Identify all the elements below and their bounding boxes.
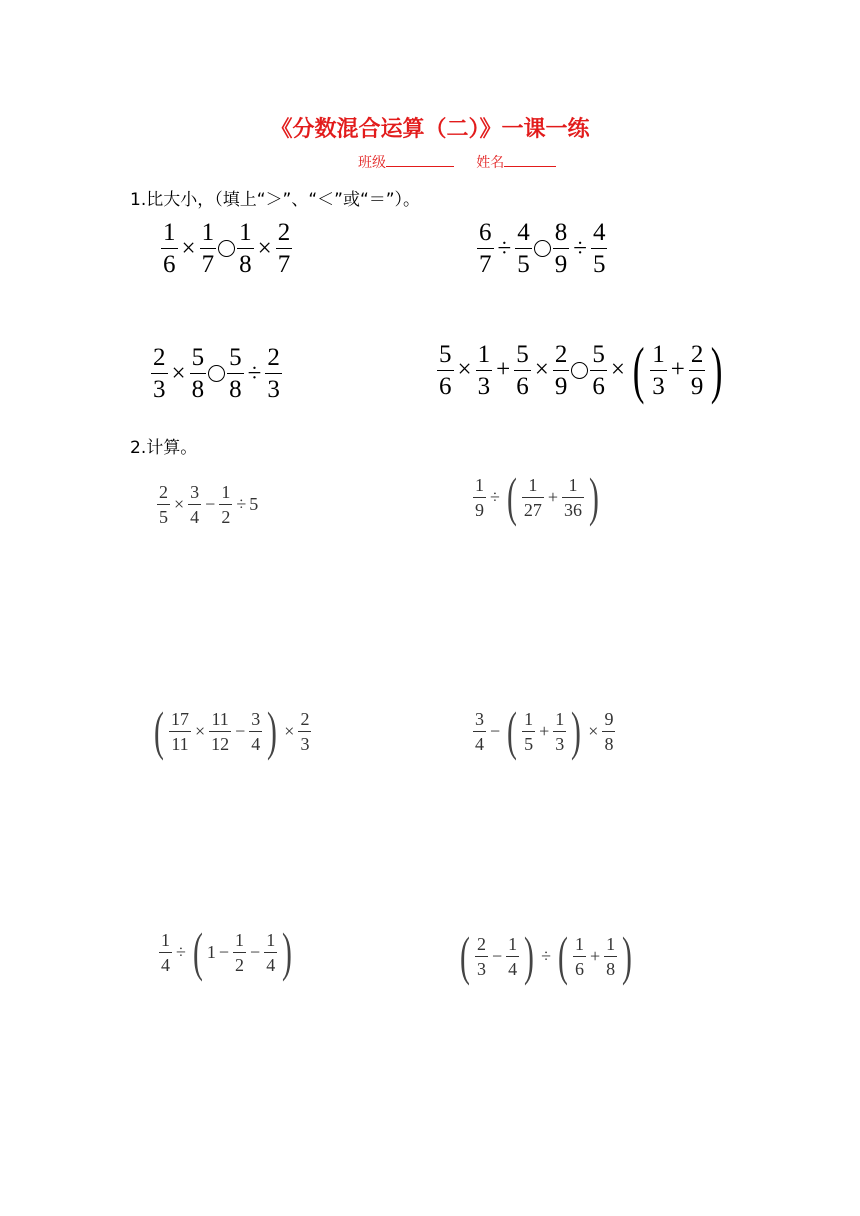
numerator: 1	[477, 340, 491, 368]
fraction	[219, 483, 232, 526]
numerator: 6	[479, 219, 492, 246]
parenthesis-group	[503, 467, 603, 527]
numerator: 5	[191, 344, 205, 371]
denominator: 9	[689, 370, 706, 399]
numerator: 8	[554, 219, 568, 246]
denominator: 8	[237, 248, 254, 277]
right-paren: )	[711, 334, 723, 405]
denominator: 4	[159, 952, 172, 974]
fraction	[151, 345, 168, 402]
fraction	[553, 342, 570, 399]
numerator: 1	[652, 340, 665, 368]
numerator: 5	[229, 344, 242, 371]
fraction	[591, 220, 608, 277]
operator: +	[539, 720, 550, 741]
denominator: 3	[553, 731, 566, 753]
compare-expression-2	[476, 220, 608, 277]
fraction	[514, 342, 531, 399]
denominator: 8	[602, 731, 615, 753]
left-paren: (	[192, 922, 203, 982]
numerator: 1	[555, 708, 565, 729]
fraction	[604, 935, 617, 978]
denominator: 8	[190, 373, 207, 402]
numerator: 2	[153, 344, 166, 371]
fraction	[573, 935, 586, 978]
fraction	[602, 710, 615, 753]
compare-expression-4	[436, 334, 728, 405]
denominator: 6	[514, 370, 531, 399]
fraction	[473, 476, 486, 519]
denominator: 3	[151, 373, 168, 402]
operator: ÷	[236, 494, 247, 514]
operator: ÷	[490, 486, 500, 507]
fraction	[522, 710, 535, 753]
compare-circle[interactable]	[534, 240, 551, 257]
numerator: 2	[476, 933, 486, 954]
denominator: 27	[522, 497, 544, 519]
right-paren: )	[524, 926, 535, 986]
numerator: 11	[211, 708, 229, 729]
fraction	[437, 342, 454, 399]
operator: ÷	[247, 359, 262, 387]
numerator: 1	[239, 219, 252, 246]
fraction	[159, 931, 172, 974]
right-paren: )	[589, 467, 599, 527]
operator: ÷	[176, 941, 186, 962]
parenthesis-group	[189, 922, 296, 982]
operator: −	[218, 941, 230, 962]
numerator: 2	[300, 708, 310, 729]
calc-expression-4	[472, 701, 616, 761]
fraction	[476, 342, 493, 399]
denominator: 3	[265, 373, 282, 402]
numerator: 1	[606, 933, 616, 954]
numerator: 5	[516, 340, 529, 368]
denominator: 3	[298, 731, 311, 753]
right-paren: )	[622, 926, 633, 986]
fraction	[276, 220, 293, 277]
operator: −	[205, 494, 216, 514]
numerator: 1	[508, 933, 518, 954]
fraction	[477, 220, 494, 277]
fraction	[522, 476, 544, 519]
student-info-line	[358, 152, 556, 172]
operator: ×	[181, 234, 196, 262]
operator: ×	[284, 720, 295, 741]
fraction	[515, 220, 532, 277]
left-paren: (	[507, 701, 518, 761]
numerator: 1	[221, 482, 231, 502]
fraction	[553, 710, 566, 753]
numerator: 1	[161, 929, 170, 950]
calc-expression-3	[150, 701, 312, 761]
denominator: 7	[477, 248, 494, 277]
numerator: 1	[163, 219, 176, 246]
denominator: 4	[188, 504, 201, 526]
operator: ×	[457, 356, 472, 383]
numerator: 2	[159, 482, 168, 502]
left-paren: (	[506, 467, 517, 527]
numerator: 3	[190, 482, 200, 502]
numerator: 1	[524, 708, 534, 729]
calc-expression-6	[456, 926, 636, 986]
numerator: 1	[235, 929, 245, 950]
denominator: 8	[604, 956, 617, 978]
right-paren: )	[571, 701, 582, 761]
fraction	[265, 345, 282, 402]
fraction	[249, 710, 262, 753]
denominator: 4	[473, 731, 486, 753]
denominator: 5	[515, 248, 532, 277]
fraction	[169, 710, 191, 753]
compare-expression-1	[160, 220, 293, 277]
numerator: 1	[475, 474, 484, 495]
integer: 5	[249, 494, 259, 514]
denominator: 5	[522, 731, 535, 753]
numerator: 1	[266, 929, 276, 950]
fraction	[209, 710, 231, 753]
operator: ×	[257, 234, 272, 262]
operator: ×	[588, 720, 599, 741]
numerator: 5	[439, 340, 452, 368]
operator: +	[547, 486, 559, 507]
fraction	[473, 710, 486, 753]
denominator: 4	[249, 731, 262, 753]
operator: −	[250, 941, 261, 962]
fraction	[264, 931, 277, 974]
denominator: 12	[209, 731, 231, 753]
denominator: 6	[590, 370, 607, 399]
numerator: 2	[267, 344, 280, 371]
operator: ×	[534, 356, 549, 383]
operator: −	[235, 720, 246, 741]
denominator: 5	[157, 504, 170, 526]
right-paren: )	[267, 701, 278, 761]
parenthesis-group	[628, 334, 728, 405]
name-label: 姓名	[476, 155, 505, 171]
parenthesis-group	[150, 701, 281, 761]
numerator: 3	[251, 708, 261, 729]
denominator: 9	[553, 248, 570, 277]
fraction	[475, 935, 488, 978]
denominator: 36	[562, 497, 584, 519]
fraction	[553, 220, 570, 277]
numerator: 1	[575, 933, 584, 954]
fraction	[562, 476, 584, 519]
calc-expression-2	[472, 467, 603, 527]
denominator: 8	[227, 373, 244, 402]
numerator: 1	[568, 474, 578, 495]
compare-circle[interactable]	[208, 365, 225, 382]
calc-expression-1	[156, 483, 258, 526]
operator: ×	[610, 356, 625, 383]
operator: +	[590, 945, 601, 966]
denominator: 7	[200, 248, 217, 277]
name-blank[interactable]	[504, 154, 556, 167]
fraction	[237, 220, 254, 277]
class-blank[interactable]	[386, 154, 454, 167]
compare-circle[interactable]	[218, 240, 235, 257]
numerator: 2	[690, 340, 704, 368]
left-paren: (	[460, 926, 470, 986]
operator: +	[496, 356, 511, 383]
fraction	[200, 220, 217, 277]
fraction	[157, 483, 170, 526]
right-paren: )	[282, 922, 293, 982]
compare-circle[interactable]	[571, 362, 588, 379]
operator: ÷	[573, 234, 587, 262]
fraction	[590, 342, 607, 399]
numerator: 2	[554, 340, 568, 368]
denominator: 6	[437, 370, 454, 399]
denominator: 4	[264, 952, 277, 974]
numerator: 9	[604, 708, 614, 729]
numerator: 4	[592, 219, 606, 246]
denominator: 5	[591, 248, 608, 277]
calc-expression-5	[158, 922, 296, 982]
operator: ×	[194, 720, 206, 741]
denominator: 2	[233, 952, 246, 974]
operator: −	[490, 720, 501, 741]
question-1-label: 1.比大小，（填上“＞”、“＜”或“＝”）。	[130, 190, 421, 210]
operator: +	[670, 356, 685, 383]
question-2-label: 2.计算。	[130, 438, 198, 458]
fraction	[161, 220, 178, 277]
denominator: 2	[219, 504, 232, 526]
left-paren: (	[632, 334, 645, 405]
denominator: 7	[276, 248, 293, 277]
fraction	[506, 935, 519, 978]
fraction	[190, 345, 207, 402]
denominator: 6	[161, 248, 178, 277]
fraction	[298, 710, 311, 753]
operator: ÷	[541, 945, 552, 966]
left-paren: (	[154, 701, 164, 761]
worksheet-title: 《分数混合运算（二）》一课一练	[270, 117, 590, 142]
numerator: 1	[201, 219, 215, 246]
operator: −	[491, 945, 503, 966]
numerator: 4	[517, 219, 530, 246]
parenthesis-group	[503, 701, 585, 761]
fraction	[689, 342, 706, 399]
denominator: 9	[473, 497, 486, 519]
denominator: 9	[553, 370, 570, 399]
integer: 1	[206, 941, 216, 962]
numerator: 1	[528, 474, 538, 495]
denominator: 3	[476, 370, 493, 399]
fraction	[227, 345, 244, 402]
fraction	[188, 483, 201, 526]
denominator: 11	[169, 731, 190, 753]
denominator: 3	[650, 370, 667, 399]
fraction	[233, 931, 246, 974]
numerator: 3	[475, 708, 484, 729]
operator: ÷	[497, 234, 512, 262]
numerator: 5	[592, 340, 605, 368]
numerator: 2	[277, 219, 291, 246]
operator: ×	[174, 494, 185, 514]
parenthesis-group	[554, 926, 636, 986]
numerator: 17	[170, 708, 189, 729]
denominator: 4	[506, 956, 519, 978]
fraction	[650, 342, 667, 399]
denominator: 3	[475, 956, 488, 978]
operator: ×	[171, 359, 186, 387]
left-paren: (	[558, 926, 568, 986]
denominator: 6	[573, 956, 586, 978]
compare-expression-3	[150, 345, 283, 402]
parenthesis-group	[456, 926, 538, 986]
class-label: 班级	[358, 155, 386, 171]
